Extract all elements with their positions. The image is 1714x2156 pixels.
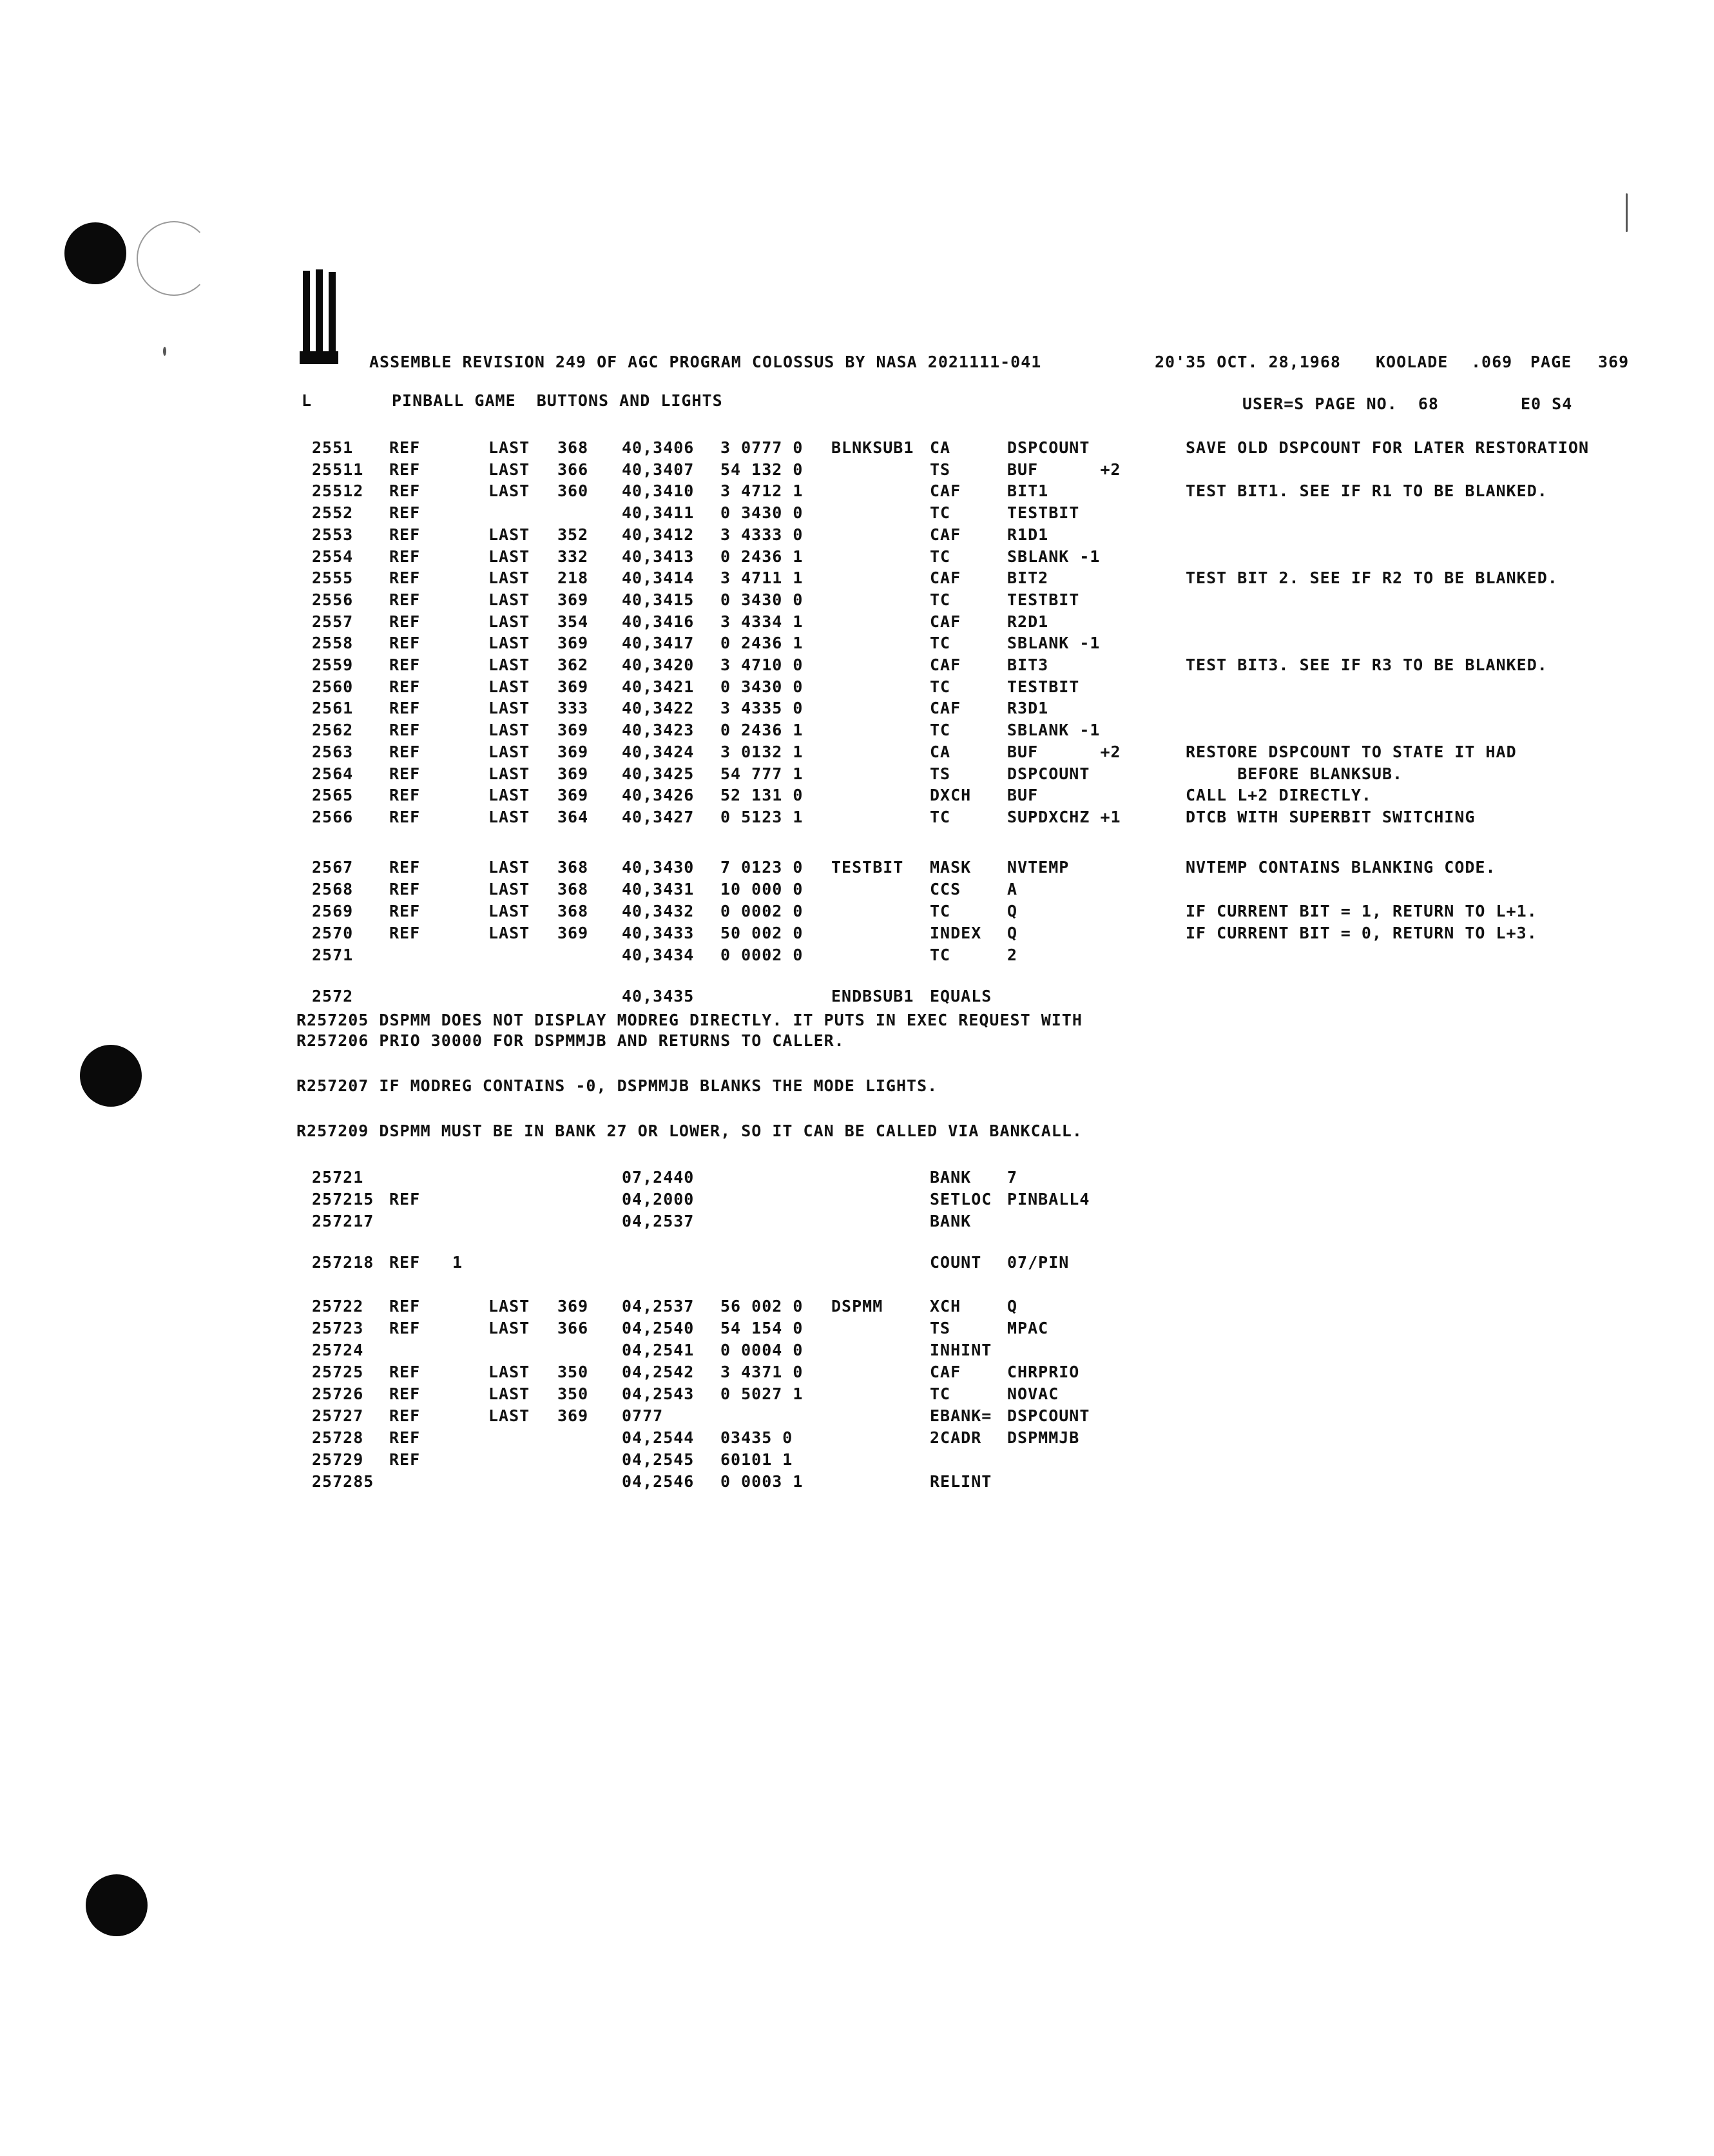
listing-opcode: CAF	[930, 525, 961, 544]
listing-ref: REF	[389, 742, 421, 761]
listing-comment: RESTORE DSPCOUNT TO STATE IT HAD	[1186, 742, 1517, 761]
listing-address: 40,3421	[622, 677, 695, 696]
listing-last: LAST	[488, 1319, 530, 1337]
listing-address: 40,3426	[622, 786, 695, 805]
listing-operand: BIT1	[1007, 481, 1049, 501]
listing-last-page: 333	[557, 699, 589, 718]
listing-last: LAST	[488, 1406, 530, 1425]
listing-ref: REF	[389, 525, 421, 544]
listing-operand: 2	[1007, 946, 1018, 964]
binder-hole-top	[64, 222, 126, 284]
listing-operand: PINBALL4	[1007, 1190, 1090, 1209]
listing-opcode: BANK	[930, 1212, 972, 1230]
listing-address: 40,3411	[622, 503, 695, 523]
listing-operand: 7	[1007, 1168, 1018, 1187]
listing-ref: REF	[389, 677, 421, 696]
listing-line: 25721	[312, 1168, 364, 1187]
binder-hole-bottom	[86, 1874, 148, 1936]
listing-operand: SBLANK -1	[1007, 721, 1101, 740]
listing-line: 2561	[312, 699, 354, 718]
listing-opcode: DXCH	[930, 786, 972, 805]
listing-operand: BIT2	[1007, 568, 1049, 588]
listing-last-page: 352	[557, 525, 589, 544]
listing-address: 40,3431	[622, 880, 695, 898]
listing-line: 2556	[312, 590, 354, 609]
listing-address: 40,3410	[622, 481, 695, 501]
listing-opcode: TC	[930, 590, 951, 609]
listing-last-page: 360	[557, 481, 589, 501]
listing-operand: DSPCOUNT	[1007, 1406, 1090, 1425]
listing-ref: REF	[389, 1428, 421, 1447]
index-tab-bar-1	[303, 271, 310, 364]
listing-address: 40,3433	[622, 924, 695, 942]
listing-opcode: TC	[930, 721, 951, 740]
listing-address: 04,2537	[622, 1212, 695, 1230]
listing-opcode: SETLOC	[930, 1190, 992, 1209]
listing-operand: CHRPRIO	[1007, 1363, 1080, 1381]
listing-comment: IF CURRENT BIT = 1, RETURN TO L+1.	[1186, 902, 1537, 920]
listing-last: LAST	[488, 742, 530, 761]
listing-opcode: CA	[930, 742, 951, 761]
listing-address: 04,2546	[622, 1472, 695, 1491]
listing-opcode: CAF	[930, 1363, 961, 1381]
listing-code: 3 4711 1	[720, 568, 804, 588]
listing-opcode: CAF	[930, 656, 961, 674]
listing-opcode: MASK	[930, 858, 972, 877]
listing-address: 04,2540	[622, 1319, 695, 1337]
listing-opcode: EBANK=	[930, 1406, 992, 1425]
listing-operand: BIT3	[1007, 656, 1049, 674]
listing-line: 2567	[312, 858, 354, 877]
speck	[1626, 193, 1628, 232]
listing-address: 40,3423	[622, 721, 695, 740]
listing-ref: REF	[389, 1384, 421, 1403]
header-page-number: 369	[1598, 353, 1630, 371]
listing-opcode: CA	[930, 438, 951, 457]
listing-ref: REF	[389, 612, 421, 631]
listing-address: 40,3435	[622, 987, 695, 1005]
listing-code: 3 0132 1	[720, 742, 804, 761]
listing-comment: BEFORE BLANKSUB.	[1186, 764, 1403, 783]
listing-last-page: 368	[557, 902, 589, 920]
listing-line: 2552	[312, 503, 354, 523]
listing-comment: TEST BIT 2. SEE IF R2 TO BE BLANKED.	[1186, 568, 1558, 588]
header-number: .069	[1471, 353, 1513, 371]
listing-code: 3 4710 0	[720, 656, 804, 674]
listing-last: LAST	[488, 612, 530, 631]
listing-last-page: 369	[557, 634, 589, 653]
listing-line: 257215	[312, 1190, 374, 1209]
listing-operand: MPAC	[1007, 1319, 1049, 1337]
listing-line: 257218	[312, 1253, 374, 1272]
listing-ref: REF	[389, 807, 421, 826]
listing-ref: REF	[389, 902, 421, 920]
listing-ref: REF	[389, 880, 421, 898]
listing-last-page: 218	[557, 568, 589, 588]
listing-last-page: 369	[557, 721, 589, 740]
listing-opcode: CAF	[930, 612, 961, 631]
listing-operand: A	[1007, 880, 1018, 898]
index-tab-bar-2	[316, 269, 323, 364]
listing-last: LAST	[488, 1384, 530, 1403]
listing-last-page: 332	[557, 547, 589, 566]
listing-operand: TESTBIT	[1007, 503, 1080, 523]
listing-opcode: TS	[930, 764, 951, 783]
listing-operand: R2D1	[1007, 612, 1049, 631]
listing-address: 40,3432	[622, 902, 695, 920]
listing-operand: Q	[1007, 902, 1018, 920]
subheader-marker: L	[302, 391, 313, 410]
listing-address: 40,3412	[622, 525, 695, 544]
listing-last-page: 369	[557, 924, 589, 942]
listing-ref: REF	[389, 503, 421, 523]
listing-operand: R3D1	[1007, 699, 1049, 718]
listing-last-page: 369	[557, 1406, 589, 1425]
listing-opcode: RELINT	[930, 1472, 992, 1491]
section-title: PINBALL GAME BUTTONS AND LIGHTS	[392, 391, 723, 410]
listing-last-page: 369	[557, 786, 589, 805]
listing-last-page: 368	[557, 858, 589, 877]
listing-code: 56 002 0	[720, 1297, 804, 1316]
listing-operand: NVTEMP	[1007, 858, 1070, 877]
listing-code: 0 0002 0	[720, 946, 804, 964]
listing-line: 257217	[312, 1212, 374, 1230]
listing-code: 0 3430 0	[720, 503, 804, 523]
listing-address: 40,3425	[622, 764, 695, 783]
listing-address: 40,3417	[622, 634, 695, 653]
listing-line: 25729	[312, 1450, 364, 1469]
listing-address: 04,2541	[622, 1341, 695, 1359]
listing-last: LAST	[488, 924, 530, 942]
listing-line: 2571	[312, 946, 354, 964]
listing-last-page: 369	[557, 590, 589, 609]
listing-opcode: INHINT	[930, 1341, 992, 1359]
listing-line: 2568	[312, 880, 354, 898]
listing-address: 07,2440	[622, 1168, 695, 1187]
listing-code: 60101 1	[720, 1450, 793, 1469]
listing-last-page: 369	[557, 1297, 589, 1316]
listing-label: DSPMM	[831, 1297, 883, 1316]
index-tab-bar-3	[329, 272, 336, 364]
listing-ref: REF	[389, 547, 421, 566]
listing-ref: REF	[389, 1253, 421, 1272]
listing-ref: REF	[389, 764, 421, 783]
listing-code: 54 777 1	[720, 764, 804, 783]
listing-opcode: EQUALS	[930, 987, 992, 1005]
listing-ref: REF	[389, 924, 421, 942]
listing-line: 257285	[312, 1472, 374, 1491]
listing-address: 40,3434	[622, 946, 695, 964]
listing-code: 0 3430 0	[720, 590, 804, 609]
listing-last-page: 369	[557, 742, 589, 761]
listing-last: LAST	[488, 568, 530, 588]
listing-address: 40,3416	[622, 612, 695, 631]
listing-operand: SBLANK -1	[1007, 547, 1101, 566]
listing-ref: REF	[389, 699, 421, 718]
listing-line: 2555	[312, 568, 354, 588]
eo-code: E0 S4	[1521, 394, 1573, 413]
listing-line: 25722	[312, 1297, 364, 1316]
listing-address: 04,2000	[622, 1190, 695, 1209]
listing-operand: TESTBIT	[1007, 677, 1080, 696]
listing-opcode: CAF	[930, 699, 961, 718]
listing-address: 40,3414	[622, 568, 695, 588]
header-stamp: 20'35 OCT. 28,1968	[1155, 353, 1341, 371]
listing-code: 0 2436 1	[720, 634, 804, 653]
listing-opcode: TC	[930, 946, 951, 964]
listing-opcode: CAF	[930, 481, 961, 501]
listing-code: 3 4334 1	[720, 612, 804, 631]
listing-operand: Q	[1007, 1297, 1018, 1316]
listing-last: LAST	[488, 807, 530, 826]
listing-last-page: 366	[557, 460, 589, 479]
listing-address: 04,2544	[622, 1428, 695, 1447]
listing-opcode: CCS	[930, 880, 961, 898]
listing-line: 2558	[312, 634, 354, 653]
listing-operand: 07/PIN	[1007, 1253, 1070, 1272]
binder-hole-ring	[137, 221, 211, 296]
listing-last: LAST	[488, 721, 530, 740]
listing-operand: R1D1	[1007, 525, 1049, 544]
listing-opcode: XCH	[930, 1297, 961, 1316]
listing-opcode: TC	[930, 902, 951, 920]
listing-last: LAST	[488, 880, 530, 898]
listing-operand: DSPMMJB	[1007, 1428, 1080, 1447]
listing-opcode: TS	[930, 460, 951, 479]
listing-last-page: 350	[557, 1384, 589, 1403]
listing-last-page: 366	[557, 1319, 589, 1337]
listing-address: 40,3407	[622, 460, 695, 479]
listing-last-page: 369	[557, 677, 589, 696]
listing-code: 10 000 0	[720, 880, 804, 898]
listing-ref: REF	[389, 786, 421, 805]
listing-last: LAST	[488, 1363, 530, 1381]
listing-address: 04,2542	[622, 1363, 695, 1381]
listing-opcode: TC	[930, 503, 951, 523]
listing-opcode: 2CADR	[930, 1428, 982, 1447]
listing-line: 2562	[312, 721, 354, 740]
listing-comment: NVTEMP CONTAINS BLANKING CODE.	[1186, 858, 1496, 877]
speck	[163, 347, 166, 356]
listing-comment: CALL L+2 DIRECTLY.	[1186, 786, 1372, 805]
listing-code: 0 0003 1	[720, 1472, 804, 1491]
listing-opcode: TC	[930, 547, 951, 566]
listing-operand: Q	[1007, 924, 1018, 942]
listing-line: 2551	[312, 438, 354, 457]
listing-address: 04,2543	[622, 1384, 695, 1403]
header-user: KOOLADE	[1376, 353, 1449, 371]
listing-comment: SAVE OLD DSPCOUNT FOR LATER RESTORATION	[1186, 438, 1589, 457]
listing-code: 03435 0	[720, 1428, 793, 1447]
listing-code: 3 4333 0	[720, 525, 804, 544]
listing-ref: REF	[389, 1190, 421, 1209]
listing-code: 0 5123 1	[720, 807, 804, 826]
listing-line: 25723	[312, 1319, 364, 1337]
listing-address: 40,3427	[622, 807, 695, 826]
listing-opcode: COUNT	[930, 1253, 982, 1272]
listing-last-page: 364	[557, 807, 589, 826]
listing-address: 40,3424	[622, 742, 695, 761]
listing-ref: REF	[389, 656, 421, 674]
listing-address: 40,3406	[622, 438, 695, 457]
listing-opcode: CAF	[930, 568, 961, 588]
listing-ref: REF	[389, 1363, 421, 1381]
listing-line: 25726	[312, 1384, 364, 1403]
listing-label: ENDBSUB1	[831, 987, 914, 1005]
header-title: ASSEMBLE REVISION 249 OF AGC PROGRAM COLOSSUS BY NASA 2021111-041	[369, 353, 1042, 371]
listing-line: 2557	[312, 612, 354, 631]
listing-comment: TEST BIT1. SEE IF R1 TO BE BLANKED.	[1186, 481, 1548, 501]
listing-last: LAST	[488, 525, 530, 544]
listing-line: 2569	[312, 902, 354, 920]
listing-code: 3 0777 0	[720, 438, 804, 457]
listing-line: 2566	[312, 807, 354, 826]
listing-comment: IF CURRENT BIT = 0, RETURN TO L+3.	[1186, 924, 1537, 942]
listing-operand: TESTBIT	[1007, 590, 1080, 609]
binder-hole-middle	[80, 1045, 142, 1107]
listing-operand: BUF	[1007, 786, 1039, 805]
listing-ref: REF	[389, 481, 421, 501]
listing-code: 0 0002 0	[720, 902, 804, 920]
listing-last: LAST	[488, 438, 530, 457]
listing-last-page: 350	[557, 1363, 589, 1381]
listing-label: BLNKSUB1	[831, 438, 914, 457]
listing-last: LAST	[488, 764, 530, 783]
listing-ref: REF	[389, 1319, 421, 1337]
listing-last-page: 368	[557, 438, 589, 457]
listing-last: LAST	[488, 656, 530, 674]
listing-line: 25512	[312, 481, 364, 501]
listing-line: 25728	[312, 1428, 364, 1447]
listing-code: 52 131 0	[720, 786, 804, 805]
listing-opcode: INDEX	[930, 924, 982, 942]
user-page-number: USER=S PAGE NO. 68	[1242, 394, 1439, 413]
listing-operand: NOVAC	[1007, 1384, 1059, 1403]
listing-code: 7 0123 0	[720, 858, 804, 877]
listing-last: LAST	[488, 902, 530, 920]
listing-code: 50 002 0	[720, 924, 804, 942]
listing-ref: REF	[389, 721, 421, 740]
listing-line: 2559	[312, 656, 354, 674]
listing-last-page: 368	[557, 880, 589, 898]
listing-label: TESTBIT	[831, 858, 904, 877]
listing-opcode: TC	[930, 1384, 951, 1403]
listing-ref: REF	[389, 1406, 421, 1425]
listing-line: 25511	[312, 460, 364, 479]
listing-address: 40,3420	[622, 656, 695, 674]
listing-comment: DTCB WITH SUPERBIT SWITCHING	[1186, 807, 1476, 826]
listing-opcode: TC	[930, 807, 951, 826]
listing-ref: REF	[389, 568, 421, 588]
listing-last: LAST	[488, 634, 530, 653]
header-page-label: PAGE	[1530, 353, 1572, 371]
remark-line: R257207 IF MODREG CONTAINS -0, DSPMMJB BLANKS THE MODE LIGHTS.	[296, 1076, 938, 1095]
listing-ref: REF	[389, 634, 421, 653]
listing-code: 0 2436 1	[720, 721, 804, 740]
listing-line: 25725	[312, 1363, 364, 1381]
listing-ref: REF	[389, 460, 421, 479]
listing-ref: REF	[389, 1297, 421, 1316]
listing-line: 2553	[312, 525, 354, 544]
listing-code: 3 4712 1	[720, 481, 804, 501]
listing-operand: BUF +2	[1007, 742, 1121, 761]
listing-code: 0 0004 0	[720, 1341, 804, 1359]
listing-code: 0 3430 0	[720, 677, 804, 696]
listing-ref: REF	[389, 858, 421, 877]
listing-last-page: 369	[557, 764, 589, 783]
listing-address: 40,3415	[622, 590, 695, 609]
listing-last-page: 362	[557, 656, 589, 674]
listing-code: 0 2436 1	[720, 547, 804, 566]
listing-address: 40,3413	[622, 547, 695, 566]
listing-address: 0777	[622, 1406, 664, 1425]
listing-address: 40,3422	[622, 699, 695, 718]
listing-ref: REF	[389, 1450, 421, 1469]
listing-ref-count: 1	[452, 1253, 463, 1272]
remark-line: R257206 PRIO 30000 FOR DSPMMJB AND RETURNS TO CALLER.	[296, 1031, 845, 1050]
listing-address: 04,2537	[622, 1297, 695, 1316]
listing-last: LAST	[488, 590, 530, 609]
listing-opcode: BANK	[930, 1168, 972, 1187]
listing-operand: DSPCOUNT	[1007, 438, 1090, 457]
remark-line: R257209 DSPMM MUST BE IN BANK 27 OR LOWER, SO IT CAN BE CALLED VIA BANKCALL.	[296, 1122, 1083, 1140]
listing-line: 2560	[312, 677, 354, 696]
listing-last: LAST	[488, 699, 530, 718]
listing-last: LAST	[488, 1297, 530, 1316]
remark-line: R257205 DSPMM DOES NOT DISPLAY MODREG DIRECTLY. IT PUTS IN EXEC REQUEST WITH	[296, 1011, 1083, 1029]
index-tab-base	[300, 351, 338, 364]
listing-operand: DSPCOUNT	[1007, 764, 1090, 783]
listing-line: 2564	[312, 764, 354, 783]
listing-line: 25727	[312, 1406, 364, 1425]
listing-code: 54 154 0	[720, 1319, 804, 1337]
listing-ref: REF	[389, 438, 421, 457]
listing-line: 2565	[312, 786, 354, 805]
listing-last-page: 354	[557, 612, 589, 631]
listing-last: LAST	[488, 460, 530, 479]
listing-comment: TEST BIT3. SEE IF R3 TO BE BLANKED.	[1186, 656, 1548, 674]
listing-ref: REF	[389, 590, 421, 609]
listing-operand: SUPDXCHZ +1	[1007, 807, 1121, 826]
listing-code: 3 4335 0	[720, 699, 804, 718]
listing-address: 04,2545	[622, 1450, 695, 1469]
listing-code: 3 4371 0	[720, 1363, 804, 1381]
listing-code: 0 5027 1	[720, 1384, 804, 1403]
listing-last: LAST	[488, 677, 530, 696]
listing-opcode: TS	[930, 1319, 951, 1337]
listing-opcode: TC	[930, 634, 951, 653]
listing-last: LAST	[488, 481, 530, 501]
listing-operand: BUF +2	[1007, 460, 1121, 479]
listing-line: 2572	[312, 987, 354, 1005]
listing-line: 2563	[312, 742, 354, 761]
listing-last: LAST	[488, 547, 530, 566]
listing-address: 40,3430	[622, 858, 695, 877]
listing-operand: SBLANK -1	[1007, 634, 1101, 653]
listing-line: 2554	[312, 547, 354, 566]
listing-line: 25724	[312, 1341, 364, 1359]
listing-opcode: TC	[930, 677, 951, 696]
listing-line: 2570	[312, 924, 354, 942]
listing-last: LAST	[488, 858, 530, 877]
listing-code: 54 132 0	[720, 460, 804, 479]
listing-last: LAST	[488, 786, 530, 805]
